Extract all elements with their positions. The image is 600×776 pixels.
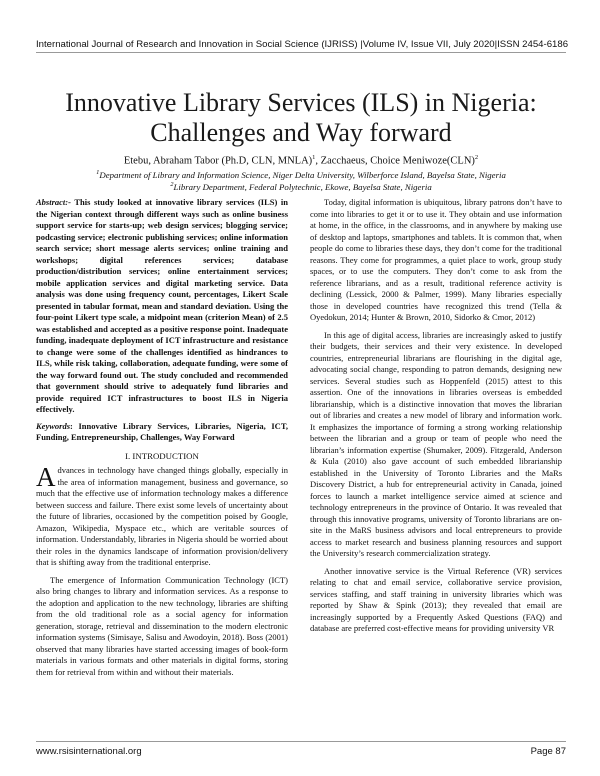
page-number: Page 87 [530,746,566,757]
keywords-label: Keywords [36,420,70,431]
title-line-1: Innovative Library Services (ILS) in Nigeria: [65,88,537,117]
affiliation-1-text: Department of Library and Information Science, Niger Delta University, Wilberforce Island, Bayelsa State, Nigeria [99,169,506,180]
right-paragraph-2: In this age of digital access, libraries are increasingly asked to justify their budgets, their services and their very existence. In developed countries, entrepreneurial librarians are flourishing in the digital age, advocating social change, responding to patron demands, designing new services. Several studies such as Hoppenfeld (2015) attest to this assertion. One of the innovations in libraries overseas is embedded librarianship, which is a distinctive innovation that moves the librarian out of libraries and creates a new model of library and information work. It emphasizes the importance of forming a strong working relationship between the librarian and a group or team of people who need the librarian’s information expertise (Shumaker, 2009). Fitzgerald, Anderson & Kula (2010) also gave account of such embedded librarianship established in the University of Toronto Libraries and the MaRs Discovery District, a hub for entrepreneurial activity in Canada, joined forces to launch a market intelligence service aimed at science and technology entrepreneurs in the province of Ontario. It was revealed that through this innovative programs, university of Toronto librarians are on-site in the MaRS business advisors and local entrepreneurs to provide access to market research and business planning resources and support the University’s research commercialization strategy. [310,329,562,558]
author-1: Etebu, Abraham Tabor (Ph.D, CLN, MNLA) [123,155,313,167]
affiliation-1 [40,169,562,180]
paper-title [40,88,562,148]
author-separator: , [315,155,321,167]
abstract [36,197,288,416]
right-paragraph-3: Another innovative service is the Virtual Reference (VR) services relating to chat and email service, collaborative service provision, services staffing, and staff training in university libraries which was reported by Shaw & Spink (2013); they revealed that email are increasingly supported by a Frequently Asked Questions (FAQ) and database are preferred cost-effective means for providing university VR [310,565,562,633]
right-paragraph-1: Today, digital information is ubiquitous, library patrons don’t have to come into libraries to get it or to use it. They obtain and use information at home, in the office, in the classrooms, and in anywhere by making use of desktop and laptops, smartphones and tablets. It is common that, when people do come to libraries these days, they don’t come for the traditional reasons. They come for programmes, a quiet place to work, group study spaces, or to use the computers. They don’t come to ask from the reference librarians, and as a result, traditional reference activity is declining (Lessick, 2000 & Palmer, 1999). Many libraries especially those in developed countries have recognized this trend (Tella & Oyedokun, 2014; Hunter & Brown, 2010, Sidorko & Cmor, 2012) [310,197,562,322]
author-2: Zacchaeus, Choice Meniwoze(CLN) [320,155,475,167]
keywords [36,421,288,444]
right-column [310,197,562,641]
author-2-sup: 2 [474,154,479,161]
header-divider [36,52,566,53]
affiliation-2 [40,181,562,192]
keywords-text: : Innovative Library Services, Libraries, Nigeria, ICT, Funding, Entrepreneurship, Challenges, Way Forward [36,420,288,442]
affiliation-2-sup: 2 [170,181,174,188]
section-heading-introduction: I. INTRODUCTION [125,450,199,461]
journal-header: International Journal of Research and Innovation in Social Science (IJRISS) |Volume IV, Issue VII, July 2020|ISSN 2454-6186 [36,39,569,50]
intro-paragraph-1-text: dvances in technology have changed things globally, especially in the area of information management, business and governance, so much that the effective use of information technology makes a difference between success and failure. There exist some levels of uncertainty about the future of libraries, occasioned by the competition poised by Google, Amazon, Wikipedia, Myspace etc., which are veritable sources of information. Understandably, libraries in Nigeria should be worried about their roles in the dynamics landscape of information provision/delivery that is shifting away from the traditional enterprise. [36,465,288,567]
drop-cap: A [36,462,56,492]
intro-paragraph-1 [36,462,288,569]
title-line-2: Challenges and Way forward [150,118,452,147]
author-1-sup: 1 [312,154,316,161]
affiliation-1-sup: 1 [96,169,100,176]
left-column [36,197,288,684]
intro-paragraph-2: The emergence of Information Communication Technology (ICT) also bring changes to library and information services. As a response to the adoption and application to the new technology, libraries are shifting from the old traditional role as a social agency for information generation, storage, retrieval and dissemination to the modern electronic information systems (Simisaye, Salisu and Awodoyin, 2018). Boss (2001) observed that many libraries have started accessing images of book-form materials in various formats and other materials in digital forms, storing them for retrieval from within and without their materials. [36,574,288,677]
footer-website-link[interactable]: www.rsisinternational.org [36,746,142,757]
abstract-text: This study looked at innovative library services (ILS) in the Nigerian context through different ways such as online business support service for starts-up; web design services; blogging service; podcasting service; electronic publishing services; online information search service; short message alerts services; online training and workshops; digital references services; database production/distribution services; online entertainment services; mobile application services and digital marketing service. Data analysis was done using frequency count, percentages, Likert Scale presented in tabular format, mean and standard deviation. Using the four-point Likert type scale, a midpoint mean (criterion Mean) of 2.5 was established and accepted as a positive response point. Inadequate funding, inadequate deployment of ICT infrastructure and resistance to change were some of the challenges identified as hindrances to ILS, while risk taking, collaboration, adequate funding, were some of the way forward found out. The study concluded and recommended that government should strive to adequately fund libraries and provide required ICT infrastructures to boost ILS in Nigeria effectively. [36,197,288,414]
affiliation-2-text: Library Department, Federal Polytechnic, Ekowe, Bayelsa State, Nigeria [173,181,432,192]
footer-divider [36,741,566,742]
author-line [40,154,562,167]
abstract-label: Abstract:- [36,197,71,207]
